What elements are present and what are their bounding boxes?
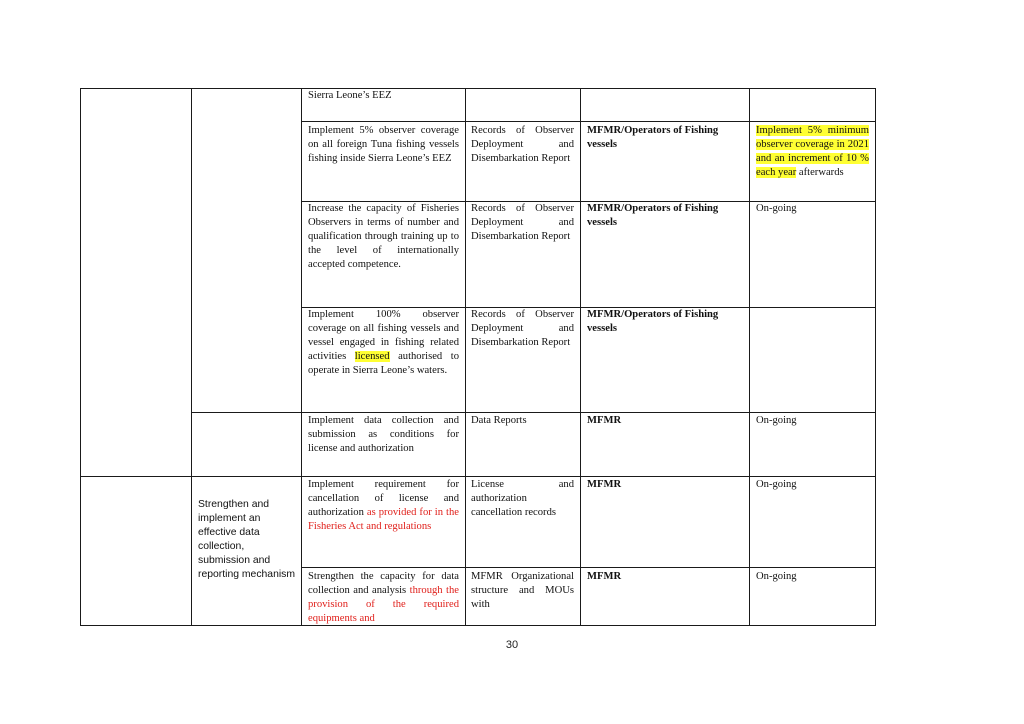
activity-cell <box>308 89 460 103</box>
objective-cell <box>198 498 296 582</box>
activity-text: Sierra Leone’s EEZ <box>308 90 392 101</box>
activity-text: Implement 100% observer coverage on all fishing vessels and vessel engaged in fishing related activities <box>308 309 459 362</box>
activity-text: Strengthen the capacity for data collection and analysis <box>308 571 459 596</box>
responsible-text: MFMR/Operators of Fishing vessels <box>587 203 719 228</box>
table-rule <box>191 88 192 626</box>
activity-cell <box>308 414 459 456</box>
activity-text: Implement requirement for cancellation of license and authorization <box>308 479 459 518</box>
activity-red-text: as provided for in the Fisheries Act and regulations <box>308 507 459 532</box>
indicator-cell <box>471 308 574 350</box>
indicator-text: Data Reports <box>471 415 527 426</box>
indicator-cell <box>471 414 574 428</box>
table-rule <box>875 88 876 626</box>
table-rule <box>301 567 876 568</box>
indicator-text: Records of Observer Deployment and Disembarkation Report <box>471 125 574 164</box>
activity-cell <box>308 202 459 272</box>
activity-highlighted-text: licensed <box>354 351 390 362</box>
responsible-cell <box>587 478 745 492</box>
activity-red-text: through the provision of the required equipments and <box>308 585 459 624</box>
status-highlighted-text: Implement 5% minimum observer coverage in 2021 and an increment of 10 % each year <box>756 125 869 178</box>
activity-text: Implement data collection and submission as conditions for license and authorization <box>308 415 459 454</box>
responsible-text: MFMR <box>587 479 622 490</box>
table-rule <box>80 88 81 626</box>
table-rule <box>80 625 876 626</box>
status-text: On-going <box>756 203 797 214</box>
table-rule <box>80 88 876 89</box>
activity-cell <box>308 478 459 534</box>
status-text: afterwards <box>796 167 844 178</box>
table-rule <box>301 121 876 122</box>
status-text: On-going <box>756 479 797 490</box>
activity-cell <box>308 570 459 626</box>
indicator-text: Records of Observer Deployment and Disembarkation Report <box>471 203 574 242</box>
status-cell <box>756 124 869 180</box>
status-cell <box>756 202 869 216</box>
table-rule <box>301 88 302 626</box>
table-rule <box>191 412 876 413</box>
responsible-text: MFMR/Operators of Fishing vessels <box>587 309 719 334</box>
status-text: On-going <box>756 571 797 582</box>
table-rule <box>80 476 876 477</box>
responsible-text: MFMR/Operators of Fishing vessels <box>587 125 719 150</box>
responsible-cell <box>587 570 745 584</box>
activity-text: authorised to operate in Sierra Leone’s waters. <box>308 351 459 376</box>
indicator-text: License and authorization cancellation records <box>471 479 574 518</box>
indicator-cell <box>471 570 574 612</box>
status-cell <box>756 570 869 584</box>
responsible-text: MFMR <box>587 415 622 426</box>
table-rule <box>580 88 581 626</box>
responsible-text: MFMR <box>587 571 622 582</box>
responsible-cell <box>587 202 745 230</box>
objective-text: Strengthen and implement an effective data collection, submission and reporting mechanism <box>198 499 296 580</box>
responsible-cell <box>587 414 745 428</box>
indicator-cell <box>471 478 574 520</box>
status-cell <box>756 414 869 428</box>
indicator-text: MFMR Organizational structure and MOUs with <box>471 571 574 610</box>
responsible-cell <box>587 308 745 336</box>
indicator-cell <box>471 202 574 244</box>
responsible-cell <box>587 124 745 152</box>
activity-cell <box>308 124 459 166</box>
table-rule <box>465 88 466 626</box>
activity-text: Increase the capacity of Fisheries Observers in terms of number and qualification through training up to the level of internationally accepted competence. <box>308 203 459 270</box>
status-cell <box>756 478 869 492</box>
indicator-cell <box>471 124 574 166</box>
page-number: 30 <box>505 639 519 651</box>
activity-cell <box>308 308 459 378</box>
activity-text: Implement 5% observer coverage on all foreign Tuna fishing vessels fishing inside Sierra Leone’s EEZ <box>308 125 459 164</box>
table-rule <box>749 88 750 626</box>
indicator-text: Records of Observer Deployment and Disembarkation Report <box>471 309 574 348</box>
status-text: On-going <box>756 415 797 426</box>
